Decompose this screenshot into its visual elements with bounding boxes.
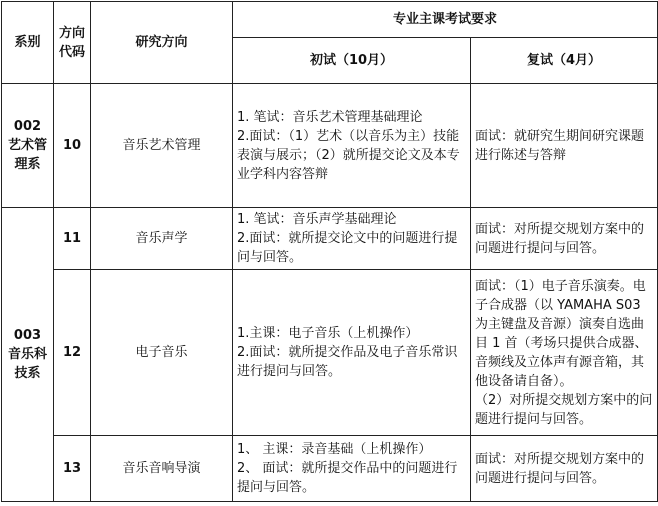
header-retest-text: 复试（4月） bbox=[526, 53, 602, 68]
code-cell: 13 bbox=[54, 436, 91, 502]
header-row-1 bbox=[2, 2, 658, 38]
header-dept-text: 系别 bbox=[14, 35, 41, 50]
requirements-table bbox=[1, 1, 658, 502]
table-row bbox=[2, 270, 658, 436]
table-row bbox=[2, 208, 658, 270]
retest-cell bbox=[471, 84, 658, 208]
first-exam-cell bbox=[233, 208, 471, 270]
dept-cell bbox=[2, 84, 54, 208]
first-exam-cell bbox=[233, 436, 471, 502]
retest-line: （2）对所提交规划方案中的问题进行提问与回答。 bbox=[475, 392, 653, 427]
header-first-exam bbox=[233, 38, 471, 84]
first-exam-line: 1、 主课：录音基础（上机操作） bbox=[237, 442, 432, 457]
first-exam-line: 2、 面试：就所提交作品中的问题进行提问与回答。 bbox=[237, 461, 458, 495]
direction-cell: 音乐音响导演 bbox=[91, 436, 233, 502]
header-direction-text: 研究方向 bbox=[135, 35, 188, 50]
code-cell: 10 bbox=[54, 84, 91, 208]
first-exam-line: 1. 笔试：音乐艺术管理基础理论 bbox=[237, 109, 423, 125]
retest-cell bbox=[471, 436, 658, 502]
dept-cell bbox=[2, 208, 54, 502]
first-exam-line: 1. 笔试：音乐声学基础理论 bbox=[237, 212, 397, 227]
header-first-exam-text: 初试（10月） bbox=[309, 53, 394, 68]
retest-line: 面试：对所提交规划方案中的问题进行提问与回答。 bbox=[475, 451, 645, 486]
retest-cell bbox=[471, 208, 658, 270]
header-direction bbox=[91, 2, 233, 84]
retest-line: 面试：就研究生期间研究课题进行陈述与答辩 bbox=[475, 128, 645, 163]
direction-cell: 音乐声学 bbox=[91, 208, 233, 270]
dept-name: 艺术管理系 bbox=[7, 138, 47, 172]
dept-code: 002 bbox=[13, 119, 42, 134]
table-row bbox=[2, 436, 658, 502]
header-requirements-text: 专业主课考试要求 bbox=[393, 12, 498, 27]
first-exam-line: 2.面试：就所提交论文中的问题进行提问与回答。 bbox=[237, 231, 458, 265]
direction-cell: 电子音乐 bbox=[91, 270, 233, 436]
first-exam-line: 2.面试：就所提交作品及电子音乐常识进行提问与回答。 bbox=[237, 345, 458, 379]
retest-line: 面试：（1）电子音乐演奏。电子合成器（以 YAMAHA S03 为主键盘及音源）演奏自选曲目 1 首（考场只提供合成器、音频线及立体声有源音箱，其他设备请自备）。 bbox=[475, 278, 648, 389]
first-exam-cell bbox=[233, 270, 471, 436]
header-code bbox=[54, 2, 91, 84]
table-row bbox=[2, 84, 658, 208]
header-dept bbox=[2, 2, 54, 84]
dept-name: 音乐科技系 bbox=[7, 347, 47, 381]
first-exam-cell bbox=[233, 84, 471, 208]
header-code-text: 方向代码 bbox=[58, 25, 85, 60]
first-exam-line: 2.面试：（1）艺术（以音乐为主）技能表演与展示；（2）就所提交论文及本专业学科内容答辩 bbox=[237, 128, 460, 182]
code-cell: 11 bbox=[54, 208, 91, 270]
dept-code: 003 bbox=[13, 328, 42, 343]
code-cell: 12 bbox=[54, 270, 91, 436]
header-retest bbox=[471, 38, 658, 84]
header-requirements bbox=[233, 2, 658, 38]
direction-cell: 音乐艺术管理 bbox=[91, 84, 233, 208]
retest-line: 面试：对所提交规划方案中的问题进行提问与回答。 bbox=[475, 221, 645, 256]
first-exam-line: 1.主课：电子音乐（上机操作） bbox=[237, 326, 419, 341]
retest-cell bbox=[471, 270, 658, 436]
